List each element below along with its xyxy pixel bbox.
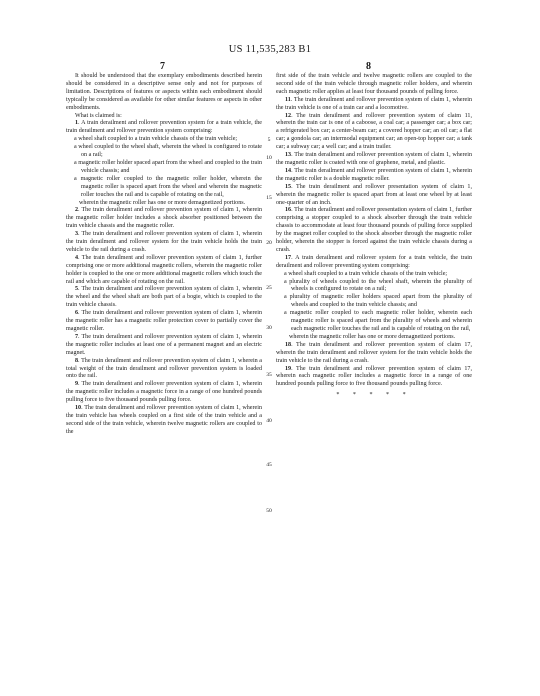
claim-1-element-d: a magnetic roller coupled to the magnetic roller holder, wherein the magnetic roller is spaced apart from the wheel and wherein the magnetic roller touches the rail and is capable of rotating on the rail, (74, 175, 262, 198)
claim-number: 10 (75, 405, 82, 412)
claim-8 (66, 358, 262, 382)
claim-text: . The train derailment and rollover prevention system of claim 1, wherein the wheel and the wheel shaft are both part of a bogie, which is coupled to the train vehicle chassis. (66, 286, 262, 309)
claim-number: 5 (75, 286, 79, 293)
right-column (276, 73, 472, 400)
claim-5 (66, 286, 262, 310)
claim-number: 4 (75, 254, 79, 261)
claim-text: . A train derailment and rollover prevention system for a train vehicle, the train derailment and rollover prevention system comprising: (66, 120, 262, 135)
claim-text: . The train derailment and rollover prevention system of claim 17, wherein each magnetic roller includes a magnetic force in a range of one hundred pounds pulling force to five thousand pounds pulling force. (276, 365, 472, 388)
line-number: 10 (266, 155, 272, 161)
claim-10 (66, 405, 262, 437)
line-number: 40 (266, 418, 272, 424)
claim-number: 13 (285, 152, 292, 159)
claim-number: 17 (285, 254, 292, 261)
line-number: 45 (266, 462, 272, 468)
claim-6 (66, 310, 262, 334)
claim-number: 11 (285, 96, 291, 103)
claim-10-continued: first side of the train vehicle and twelve magnetic rollers are coupled to the second side of the train vehicle through magnetic roller holders, and wherein each magnetic roller applies at least four thousand pounds of pulling force. (276, 73, 472, 95)
claim-12 (276, 113, 472, 153)
claim-text: . The train derailment and rollover prevention system of claim 1, wherein the magnetic roller includes at least one of a permanent magnet and an electric magnet. (66, 333, 262, 356)
line-number: 25 (266, 285, 272, 291)
claim-number: 18 (285, 341, 292, 348)
claim-text: . A train derailment and rollover system for a train vehicle, the train derailment and rollover preventing system comprising: (276, 254, 472, 269)
claim-text: . The train derailment and rollover prevention system of claim 1, wherein the magnetic roller is a double magnetic roller. (276, 167, 472, 182)
claim-number: 14 (285, 167, 292, 174)
claim-text: . The train derailment and rollover prevention system of claim 1, wherein the magnetic roller is coated with one of graphene, metal, and plastic. (276, 152, 472, 166)
claim-1-element-c: a magnetic roller holder spaced apart from the wheel and coupled to the train vehicle chassis; and (74, 159, 262, 174)
claim-number: 7 (75, 333, 79, 340)
left-column (66, 73, 262, 437)
line-number: 30 (266, 325, 272, 331)
claim-text: . The train derailment and rollover prevention system of claim 1, wherein the train vehicle has wheels coupled on a first side of the train vehicle and a second side of the train vehicle, wherein twelve magnetic rollers are coupled to the (66, 405, 262, 435)
claim-text: . The train derailment and rollover prevention system of claim 1, wherein the magnetic roller holder includes a shock absorber positioned between the train vehicle chassis and the magnetic roller. (66, 207, 262, 230)
claim-13 (276, 152, 472, 168)
claim-1-element-a: a wheel shaft coupled to a train vehicle chassis of the train vehicle; (74, 136, 238, 143)
intro-paragraph: It should be understood that the exemplary embodiments described herein should be considered in a descriptive sense only and not for purposes of limitation. Descriptions of features or aspects within each embodiment should typically be considered as available for other similar features or aspects in other embodiments. (66, 73, 262, 111)
claim-17-element-b: a plurality of wheels coupled to the wheel shaft, wherein the plurality of wheels is configured to rotate on a rail; (284, 278, 472, 293)
claim-1 (66, 120, 262, 136)
claim-text: . The train derailment and rollover prevention system of claim 17, wherein the train derailment and rollover system for the train vehicle holds the train vehicle to the rail during a crash. (276, 341, 472, 364)
claim-number: 16 (285, 207, 292, 214)
claim-text: . The train derailment and rollover prevention system of claim 1, wherein the magnetic roller includes a magnetic force in a range of one hundred pounds pulling force to five thousand pounds pulling force. (66, 381, 262, 404)
claim-17-element-d: a magnetic roller coupled to each magnetic roller holder, wherein each magnetic roller is spaced apart from the plurality of wheels and wherein each magnetic roller touches the rail and is capable of rotating on the rail, (284, 310, 472, 332)
claim-18 (276, 342, 472, 366)
column-number-left: 7 (160, 61, 165, 72)
claim-16 (276, 207, 472, 254)
claim-9 (66, 381, 262, 405)
claim-number: 1 (75, 120, 79, 127)
claim-1-element-e: wherein the magnetic roller has one or more demagnetized portions. (79, 199, 246, 206)
claim-text: . The train derailment and rollover prevention system of claim 11, wherein the train car is one of a caboose, a coal car; a passenger car; a box car; a refrigerated box car; a center-beam car; a covered hopper car; an oil car; a flat car; a gondola car; an intermodal equipment car; an open-top hopper car; a tank car; a subway car; a well car; and a train trailer. (276, 112, 472, 151)
claim-2 (66, 207, 262, 231)
claim-19 (276, 366, 472, 390)
claim-17 (276, 255, 472, 271)
claim-text: . The train derailment and rollover prevention system of claim 1, wherein a total weight of the train derailment and rollover prevention system is loaded onto the rail. (66, 357, 262, 380)
claim-number: 6 (75, 310, 79, 317)
claim-1-element-b: a wheel coupled to the wheel shaft, wherein the wheel is configured to rotate on a rail; (74, 144, 262, 159)
claim-17-element-e: wherein the magnetic roller has one or more demagnetized portions. (289, 333, 456, 340)
claim-text: . The train derailment and rollover presentation system of claim 1, further comprising a stopper coupled to a shock absorber through the train vehicle chassis to accommodate at least four thousand pounds of pulling force supplied by the magnet roller coupled to the shock absorber through the magnetic roller holder, wherein the stopper is forced against the train vehicle chassis during a crash. (276, 207, 472, 253)
claim-11 (276, 97, 472, 113)
claim-number: 19 (285, 365, 292, 372)
claim-number: 2 (75, 207, 79, 214)
claim-text: . The train derailment and rollover prevention system of claim 1, wherein the train derailment and rollover system for the train vehicle holds the train vehicle to the rail during a crash. (66, 231, 262, 253)
claim-text: . The train derailment and rollover prevention system of claim 1, wherein the magnetic roller has a magnetic roller protection cover to partially cover the magnetic roller. (66, 310, 262, 332)
claim-3 (66, 231, 262, 255)
line-number: 50 (266, 508, 272, 514)
line-number: 5 (267, 137, 271, 143)
claims-heading: What is claimed is: (75, 112, 122, 119)
claim-17-element-c: a plurality of magnetic roller holders spaced apart from the plurality of wheels and coupled to the train vehicle chassis; and (284, 294, 472, 309)
claim-number: 9 (75, 381, 79, 388)
claim-number: 8 (75, 357, 79, 364)
claim-number: 3 (75, 231, 79, 238)
line-number: 20 (266, 240, 272, 246)
claim-text: . The train derailment and rollover prevention system of claim 1, further comprising one or more additional magnetic rollers, wherein the magnetic roller holder is coupled to the one or more additional magnetic rollers which touch the rail and which are capable of rotating on the rail. (66, 254, 262, 285)
line-number: 35 (266, 372, 272, 378)
claim-17-element-a: a wheel shaft coupled to a train vehicle chassis of the train vehicle; (284, 270, 448, 277)
claim-number: 12 (285, 112, 292, 119)
line-number: 15 (266, 195, 272, 201)
claim-4 (66, 255, 262, 287)
column-number-right: 8 (366, 61, 371, 72)
end-of-document-mark: * * * * * (336, 392, 412, 399)
patent-number: US 11,535,283 B1 (228, 44, 312, 55)
claim-text: . The train derailment and rollover prevention system of claim 1, wherein the train vehicle is one of a train car and a locomotive. (276, 96, 472, 111)
claim-text: . The train derailment and rollover presentation system of claim 1, wherein the magnetic roller is spaced apart from at least one wheel by at least one-quarter of an inch. (276, 183, 472, 206)
claim-14 (276, 168, 472, 184)
claim-7 (66, 334, 262, 358)
claim-number: 15 (285, 183, 292, 190)
claim-15 (276, 184, 472, 208)
